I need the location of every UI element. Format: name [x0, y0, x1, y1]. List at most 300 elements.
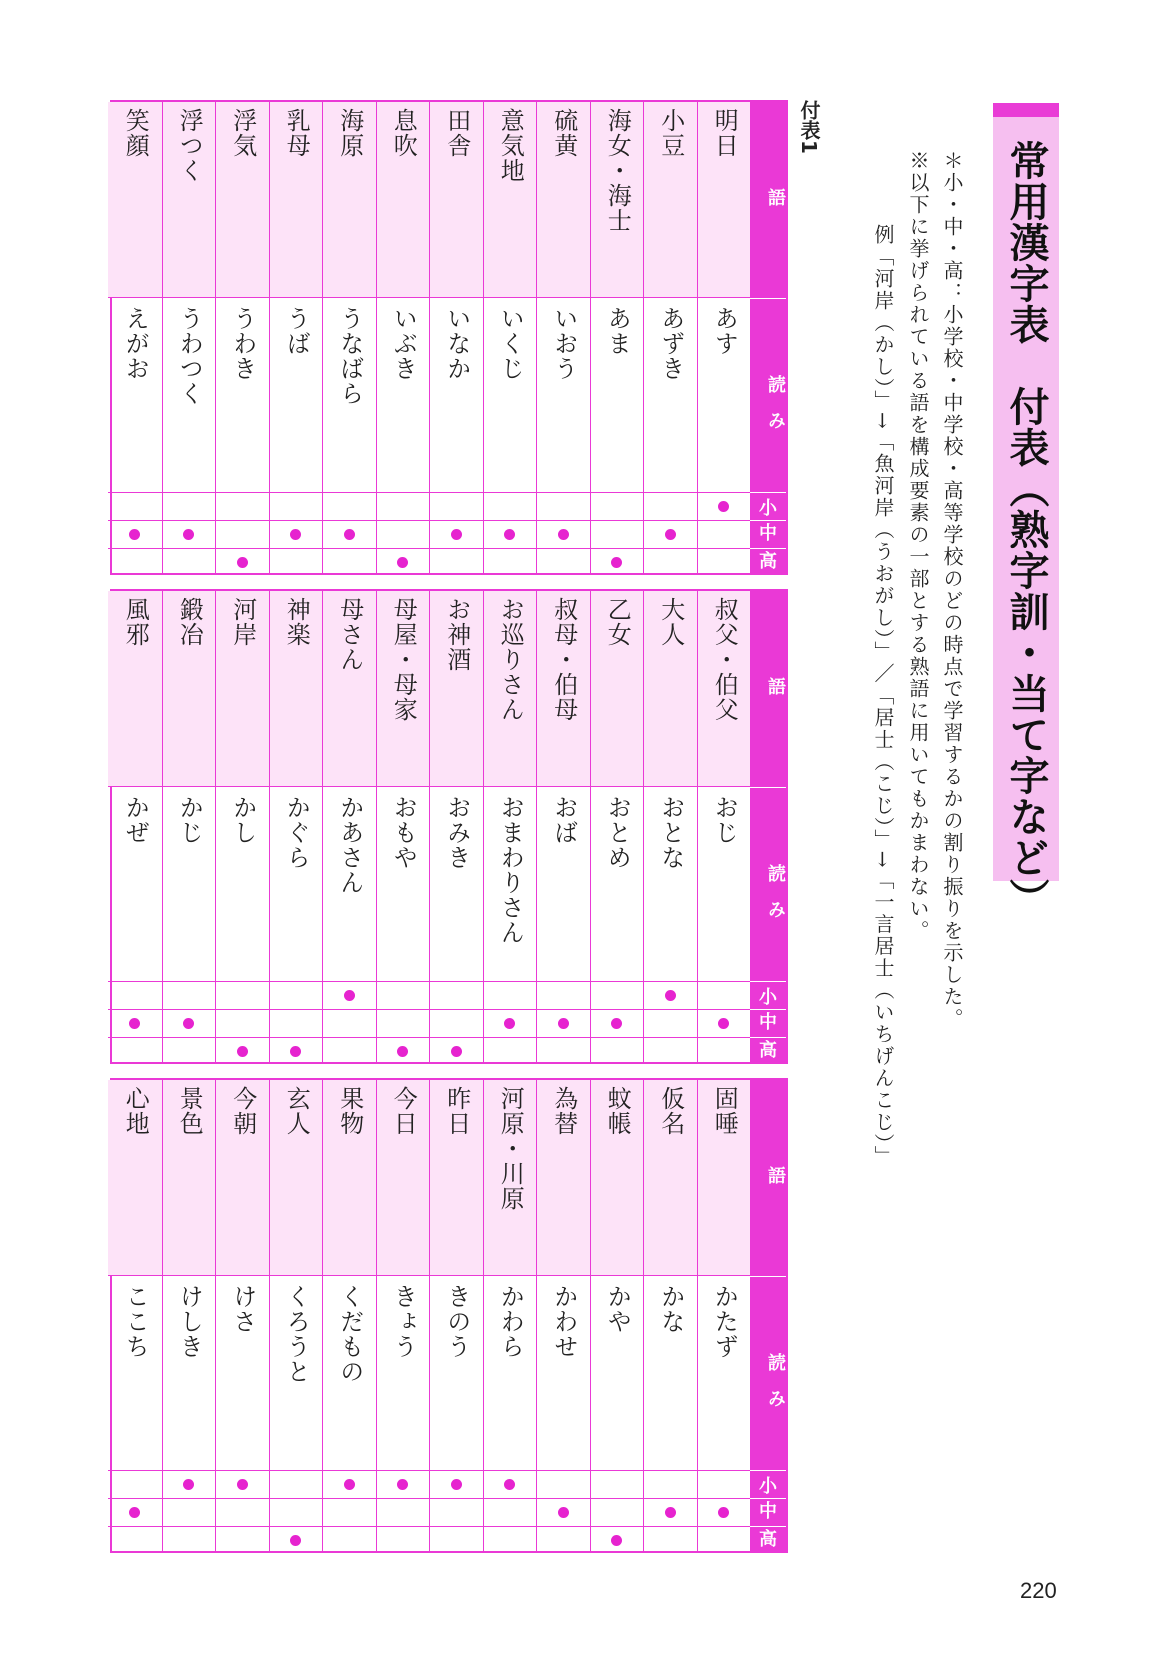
- level-dot-sho: [397, 1479, 408, 1490]
- row-divider: [644, 1470, 697, 1471]
- reading-text: おみき: [442, 795, 471, 870]
- word-text: 叔父・伯父: [710, 597, 739, 722]
- row-divider: [377, 1009, 430, 1010]
- row-divider: [644, 981, 697, 982]
- kanji-table: [110, 589, 788, 1064]
- word-text: 景色: [175, 1086, 204, 1136]
- reading-text: かな: [656, 1284, 685, 1334]
- row-divider: [108, 1526, 162, 1527]
- row-divider: [108, 520, 162, 521]
- word-cell: [430, 102, 483, 298]
- row-divider: [163, 492, 216, 493]
- row-divider: [216, 1009, 269, 1010]
- note-levels: ＊小・中・高：小学校・中学校・高等学校のどの時点で学習するかの割り振りを示した。: [940, 150, 964, 1030]
- row-divider: [270, 520, 323, 521]
- level-dot-chu: [129, 529, 140, 540]
- row-divider: [698, 981, 751, 982]
- level-dot-chu: [665, 1507, 676, 1518]
- reading-text: うば: [282, 306, 311, 356]
- row-divider: [430, 1470, 483, 1471]
- header-separator: [750, 1498, 786, 1499]
- word-text: 風邪: [121, 597, 150, 647]
- level-dot-ko: [237, 1046, 248, 1057]
- row-divider: [430, 1037, 483, 1038]
- reading-text: うわき: [228, 306, 257, 381]
- row-divider: [591, 981, 644, 982]
- reading-text: いおう: [549, 306, 578, 381]
- row-divider: [484, 1037, 537, 1038]
- row-divider: [484, 1470, 537, 1471]
- level-dot-chu: [504, 529, 515, 540]
- row-divider: [323, 1498, 376, 1499]
- page-title: 常用漢字表 付表（熟字訓・当て字など）: [1003, 140, 1049, 919]
- row-divider: [698, 492, 751, 493]
- reading-text: かたず: [710, 1284, 739, 1359]
- header-separator: [750, 1037, 786, 1038]
- table-row: [162, 591, 216, 1062]
- word-text: 海女・海士: [603, 108, 632, 233]
- row-divider: [644, 1498, 697, 1499]
- word-text: 乙女: [603, 597, 632, 647]
- row-divider: [537, 1498, 590, 1499]
- word-cell: [216, 1080, 269, 1276]
- row-divider: [591, 1009, 644, 1010]
- row-divider: [430, 981, 483, 982]
- word-text: 乳母: [282, 108, 311, 158]
- row-divider: [484, 492, 537, 493]
- word-cell: [377, 591, 430, 787]
- table-row: [108, 1080, 162, 1551]
- reading-text: いくじ: [496, 306, 525, 381]
- row-divider: [108, 981, 162, 982]
- level-dot-ko: [290, 1535, 301, 1546]
- level-dot-sho: [344, 1479, 355, 1490]
- row-divider: [108, 1470, 162, 1471]
- table-row: [269, 1080, 323, 1551]
- word-cell: [163, 591, 216, 787]
- table-row: [162, 1080, 216, 1551]
- row-divider: [430, 492, 483, 493]
- reading-text: いなか: [442, 306, 471, 381]
- word-text: 硫黄: [549, 108, 578, 158]
- reading-text: かじ: [175, 795, 204, 845]
- row-divider: [537, 492, 590, 493]
- word-text: 仮名: [656, 1086, 685, 1136]
- row-divider: [644, 548, 697, 549]
- row-divider: [323, 492, 376, 493]
- header-separator: [750, 548, 786, 549]
- row-divider: [698, 520, 751, 521]
- table-row: [322, 591, 376, 1062]
- row-divider: [537, 1470, 590, 1471]
- table-row: [322, 1080, 376, 1551]
- row-divider: [644, 492, 697, 493]
- word-text: 大人: [656, 597, 685, 647]
- row-divider: [484, 1498, 537, 1499]
- header-sho: 小: [759, 987, 777, 1008]
- level-dot-chu: [451, 529, 462, 540]
- note-compounds: ※以下に挙げられている語を構成要素の一部とする熟語に用いてもかまわない。: [906, 150, 930, 942]
- word-text: 鍛冶: [175, 597, 204, 647]
- word-cell: [537, 102, 590, 298]
- row-divider: [323, 548, 376, 549]
- row-divider: [430, 1526, 483, 1527]
- word-cell: [270, 102, 323, 298]
- level-dot-ko: [611, 1535, 622, 1546]
- row-divider: [323, 981, 376, 982]
- level-dot-ko: [451, 1046, 462, 1057]
- row-divider: [216, 520, 269, 521]
- word-cell: [484, 591, 537, 787]
- table-row: [269, 591, 323, 1062]
- reading-text: かし: [228, 795, 257, 845]
- row-divider: [270, 1470, 323, 1471]
- word-text: 明日: [710, 108, 739, 158]
- level-dot-ko: [611, 557, 622, 568]
- row-divider: [377, 492, 430, 493]
- reading-text: おじ: [710, 795, 739, 845]
- row-divider: [644, 1009, 697, 1010]
- kanji-table: [110, 1078, 788, 1553]
- table-row: [215, 102, 269, 573]
- word-text: 河原・川原: [496, 1086, 525, 1211]
- header-separator: [750, 1526, 786, 1527]
- row-divider: [698, 548, 751, 549]
- header-separator: [750, 298, 786, 299]
- row-divider: [698, 1498, 751, 1499]
- word-cell: [644, 591, 697, 787]
- level-dot-sho: [344, 990, 355, 1001]
- row-divider: [163, 981, 216, 982]
- reading-text: おとめ: [603, 795, 632, 870]
- row-divider: [216, 1526, 269, 1527]
- level-dot-ko: [290, 1046, 301, 1057]
- reading-text: きょう: [389, 1284, 418, 1359]
- reading-text: くろうと: [282, 1284, 311, 1384]
- row-divider: [644, 1526, 697, 1527]
- row-divider: [484, 520, 537, 521]
- word-text: 玄人: [282, 1086, 311, 1136]
- table-row: [536, 1080, 590, 1551]
- row-divider: [216, 1037, 269, 1038]
- row-divider: [163, 520, 216, 521]
- reading-text: うわつく: [175, 306, 204, 406]
- word-cell: [377, 1080, 430, 1276]
- row-divider: [537, 1037, 590, 1038]
- word-cell: [323, 102, 376, 298]
- word-cell: [591, 102, 644, 298]
- table-row: [108, 102, 162, 573]
- word-cell: [163, 1080, 216, 1276]
- reading-text: かや: [603, 1284, 632, 1334]
- word-cell: [108, 1080, 162, 1276]
- reading-text: おとな: [656, 795, 685, 870]
- table-row: [483, 591, 537, 1062]
- table-row: [162, 102, 216, 573]
- word-cell: [698, 1080, 751, 1276]
- level-dot-chu: [183, 529, 194, 540]
- reading-text: おまわりさん: [496, 795, 525, 945]
- row-divider: [591, 548, 644, 549]
- word-cell: [270, 1080, 323, 1276]
- table-row: [590, 591, 644, 1062]
- row-divider: [698, 1470, 751, 1471]
- level-dot-chu: [665, 529, 676, 540]
- word-cell: [698, 102, 751, 298]
- row-divider: [108, 1498, 162, 1499]
- reading-text: ここち: [121, 1284, 150, 1359]
- row-divider: [591, 492, 644, 493]
- row-divider: [591, 1037, 644, 1038]
- row-divider: [108, 1037, 162, 1038]
- row-divider: [644, 1037, 697, 1038]
- word-text: 浮気: [228, 108, 257, 158]
- row-divider: [591, 520, 644, 521]
- word-cell: [216, 102, 269, 298]
- word-text: 昨日: [442, 1086, 471, 1136]
- row-divider: [323, 1037, 376, 1038]
- row-divider: [377, 1498, 430, 1499]
- level-dot-chu: [129, 1018, 140, 1029]
- table-row: [215, 1080, 269, 1551]
- level-dot-chu: [183, 1018, 194, 1029]
- word-text: 今日: [389, 1086, 418, 1136]
- word-text: 田舎: [442, 108, 471, 158]
- header-ko: 高: [759, 551, 777, 572]
- table-row: [483, 1080, 537, 1551]
- reading-text: あずき: [656, 306, 685, 381]
- word-text: お神酒: [442, 597, 471, 672]
- table-row: [590, 1080, 644, 1551]
- word-text: 意気地: [496, 108, 525, 183]
- word-cell: [484, 102, 537, 298]
- row-divider: [216, 981, 269, 982]
- row-divider: [270, 1037, 323, 1038]
- table-row: [376, 1080, 430, 1551]
- word-cell: [484, 1080, 537, 1276]
- word-text: 神楽: [282, 597, 311, 647]
- level-dot-chu: [129, 1507, 140, 1518]
- row-divider: [163, 1526, 216, 1527]
- table-label: 付表1: [797, 100, 821, 154]
- word-cell: [323, 1080, 376, 1276]
- row-divider: [698, 1009, 751, 1010]
- reading-text: けしき: [175, 1284, 204, 1359]
- header-word: 語: [765, 677, 786, 695]
- header-sho: 小: [759, 498, 777, 519]
- header-ko: 高: [759, 1529, 777, 1550]
- level-dot-chu: [558, 1018, 569, 1029]
- row-divider: [698, 1037, 751, 1038]
- word-cell: [163, 102, 216, 298]
- row-divider: [323, 1009, 376, 1010]
- table-row: [697, 1080, 751, 1551]
- level-dot-chu: [344, 529, 355, 540]
- header-ko: 高: [759, 1040, 777, 1061]
- table-header-column: [750, 1080, 786, 1551]
- word-cell: [270, 591, 323, 787]
- table-row: [429, 1080, 483, 1551]
- row-divider: [377, 1470, 430, 1471]
- header-word: 語: [765, 1166, 786, 1184]
- row-divider: [163, 1470, 216, 1471]
- word-text: お巡りさん: [496, 597, 525, 722]
- row-divider: [591, 1470, 644, 1471]
- word-text: 浮つく: [175, 108, 204, 183]
- row-divider: [537, 520, 590, 521]
- header-separator: [750, 787, 786, 788]
- word-cell: [537, 1080, 590, 1276]
- row-divider: [698, 1526, 751, 1527]
- word-text: 固唾: [710, 1086, 739, 1136]
- row-divider: [323, 1470, 376, 1471]
- word-cell: [644, 102, 697, 298]
- word-text: 為替: [549, 1086, 578, 1136]
- header-separator: [750, 1009, 786, 1010]
- header-reading: 読 み: [765, 1353, 786, 1407]
- table-row: [376, 102, 430, 573]
- row-divider: [591, 1498, 644, 1499]
- word-text: 今朝: [228, 1086, 257, 1136]
- reading-text: うなばら: [335, 306, 364, 406]
- table-header-column: [750, 591, 786, 1062]
- header-separator: [750, 981, 786, 982]
- reading-text: おば: [549, 795, 578, 845]
- row-divider: [270, 1498, 323, 1499]
- row-divider: [377, 548, 430, 549]
- level-dot-ko: [397, 557, 408, 568]
- table-row: [215, 591, 269, 1062]
- reading-text: けさ: [228, 1284, 257, 1334]
- row-divider: [644, 520, 697, 521]
- page-number: 220: [1020, 1578, 1057, 1603]
- row-divider: [163, 548, 216, 549]
- row-divider: [270, 492, 323, 493]
- table-row: [643, 591, 697, 1062]
- word-cell: [644, 1080, 697, 1276]
- level-dot-chu: [611, 1018, 622, 1029]
- header-reading: 読 み: [765, 864, 786, 918]
- reading-text: いぶき: [389, 306, 418, 381]
- row-divider: [430, 548, 483, 549]
- word-text: 海原: [335, 108, 364, 158]
- reading-text: あま: [603, 306, 632, 356]
- table-row: [536, 591, 590, 1062]
- reading-text: おもや: [389, 795, 418, 870]
- row-divider: [484, 548, 537, 549]
- row-divider: [216, 492, 269, 493]
- row-divider: [270, 1009, 323, 1010]
- word-cell: [591, 591, 644, 787]
- word-text: 小豆: [656, 108, 685, 158]
- row-divider: [591, 1526, 644, 1527]
- row-divider: [537, 1009, 590, 1010]
- row-divider: [323, 1526, 376, 1527]
- word-cell: [377, 102, 430, 298]
- word-cell: [323, 591, 376, 787]
- table-row: [590, 102, 644, 573]
- header-chu: 中: [759, 1501, 777, 1522]
- table-row: [376, 591, 430, 1062]
- row-divider: [216, 1470, 269, 1471]
- header-chu: 中: [759, 523, 777, 544]
- reading-text: あす: [710, 306, 739, 356]
- table-row: [643, 102, 697, 573]
- level-dot-chu: [718, 1018, 729, 1029]
- row-divider: [377, 981, 430, 982]
- table-row: [429, 591, 483, 1062]
- level-dot-chu: [558, 529, 569, 540]
- header-separator: [750, 1276, 786, 1277]
- reading-text: きのう: [442, 1284, 471, 1359]
- level-dot-sho: [665, 990, 676, 1001]
- row-divider: [108, 548, 162, 549]
- row-divider: [537, 981, 590, 982]
- level-dot-chu: [504, 1018, 515, 1029]
- row-divider: [484, 981, 537, 982]
- table-row: [483, 102, 537, 573]
- word-text: 河岸: [228, 597, 257, 647]
- table-row: [643, 1080, 697, 1551]
- row-divider: [216, 548, 269, 549]
- header-reading: 読 み: [765, 375, 786, 429]
- table-row: [536, 102, 590, 573]
- header-separator: [750, 1470, 786, 1471]
- header-separator: [750, 520, 786, 521]
- table-header-column: [750, 102, 786, 573]
- reading-text: かあさん: [335, 795, 364, 895]
- word-cell: [537, 591, 590, 787]
- table-row: [108, 591, 162, 1062]
- header-separator: [750, 492, 786, 493]
- row-divider: [430, 520, 483, 521]
- reading-text: えがお: [121, 306, 150, 381]
- level-dot-sho: [183, 1479, 194, 1490]
- level-dot-chu: [290, 529, 301, 540]
- row-divider: [537, 1526, 590, 1527]
- word-cell: [108, 591, 162, 787]
- word-cell: [430, 591, 483, 787]
- table-row: [697, 102, 751, 573]
- word-cell: [108, 102, 162, 298]
- reading-text: くだもの: [335, 1284, 364, 1384]
- header-word: 語: [765, 188, 786, 206]
- level-dot-ko: [397, 1046, 408, 1057]
- level-dot-sho: [451, 1479, 462, 1490]
- row-divider: [270, 1526, 323, 1527]
- table-row: [697, 591, 751, 1062]
- row-divider: [537, 548, 590, 549]
- word-cell: [430, 1080, 483, 1276]
- level-dot-chu: [718, 1507, 729, 1518]
- word-text: 蚊帳: [603, 1086, 632, 1136]
- row-divider: [377, 1526, 430, 1527]
- row-divider: [270, 981, 323, 982]
- word-text: 心地: [121, 1086, 150, 1136]
- word-text: 笑顔: [121, 108, 150, 158]
- row-divider: [484, 1009, 537, 1010]
- word-text: 息吹: [389, 108, 418, 158]
- word-text: 母屋・母家: [389, 597, 418, 722]
- word-text: 果物: [335, 1086, 364, 1136]
- word-text: 母さん: [335, 597, 364, 672]
- word-cell: [698, 591, 751, 787]
- table-row: [269, 102, 323, 573]
- word-text: 叔母・伯母: [549, 597, 578, 722]
- kanji-table: [110, 100, 788, 575]
- level-dot-chu: [558, 1507, 569, 1518]
- table-row: [322, 102, 376, 573]
